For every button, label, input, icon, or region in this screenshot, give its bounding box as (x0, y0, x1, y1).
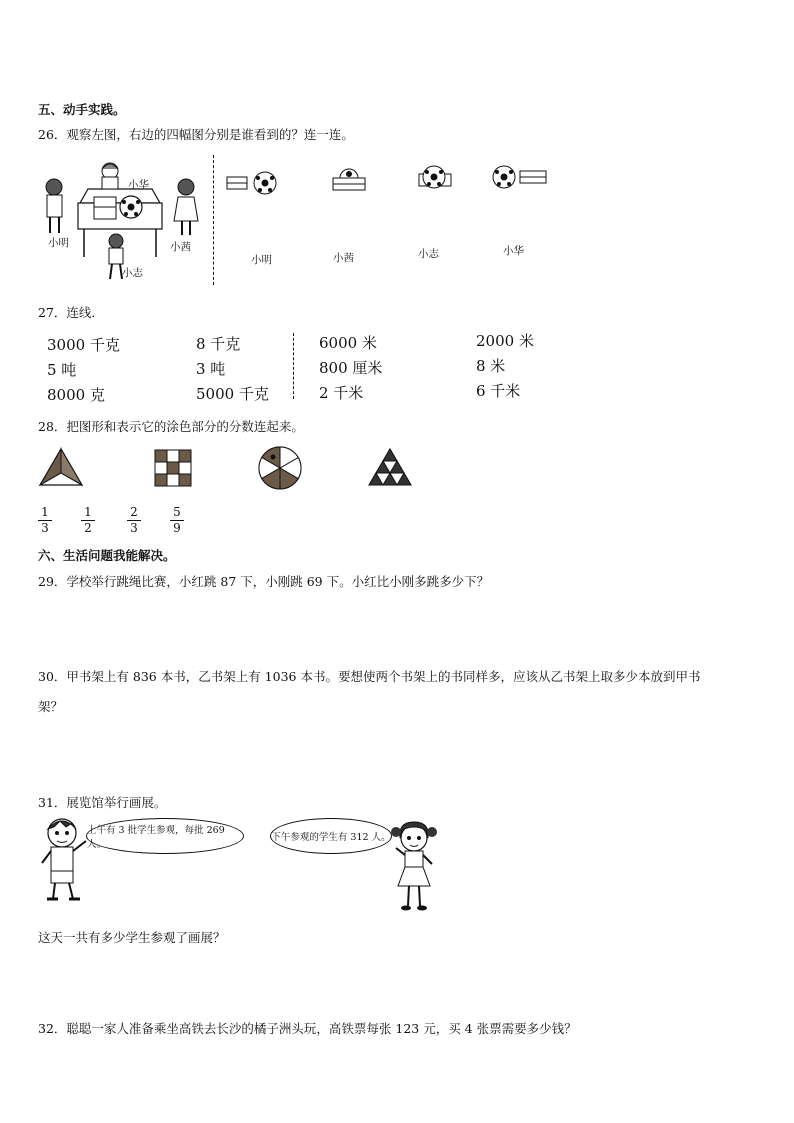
fraction-denominator: 2 (84, 521, 92, 535)
fraction-1-2 (81, 506, 95, 535)
scene-label-xiaoxi: 小茜 (170, 241, 191, 253)
unit-left1-3: 8000 克 (47, 386, 105, 404)
box-and-ball-view-icon (226, 170, 282, 196)
fraction-denominator: 3 (41, 521, 49, 535)
question-28: 28．把图形和表示它的涂色部分的分数连起来。 (38, 419, 304, 434)
question-31-ask: 这天一共有多少学生参观了画展？ (38, 930, 226, 945)
unit-left2-3: 5000 千克 (196, 385, 269, 403)
view-label-3: 小志 (418, 248, 439, 260)
ball-on-box-view-icon (418, 164, 452, 190)
view-2-figure (332, 168, 366, 196)
question-26: 26．观察左图，右边的四幅图分别是谁看到的？连一连。 (38, 127, 354, 142)
unit-left1-1: 3000 千克 (47, 336, 120, 354)
view-label-4: 小华 (503, 245, 524, 257)
subdivided-triangle-shape (367, 447, 413, 487)
fraction-1-3 (38, 506, 52, 535)
speech-bubble-right (270, 818, 392, 854)
question-31: 31．展览馆举行画展。 (38, 795, 167, 810)
fraction-numerator: 1 (84, 505, 92, 519)
question-27: 27．连线． (38, 305, 104, 320)
fraction-denominator: 3 (130, 521, 138, 535)
view-1-figure (226, 170, 282, 200)
grid-shape (154, 449, 192, 487)
view-label-1: 小明 (251, 254, 272, 266)
question-32: 32．聪聪一家人准备乘坐高铁去长沙的橘子洲头玩，高铁票每张 123 元，买 4 张票需要多少钱？ (38, 1021, 577, 1036)
unit-left1-2: 5 吨 (47, 361, 77, 379)
unit-right2-2: 8 米 (476, 357, 506, 375)
scene-label-xiaohua: 小华 (128, 179, 149, 191)
scene-label-xiaozhi: 小志 (122, 267, 143, 279)
fraction-numerator: 5 (173, 505, 181, 519)
unit-left2-2: 3 吨 (196, 360, 226, 378)
speech-bubble-left (86, 818, 244, 854)
shape-triangle-ninths (367, 447, 413, 491)
unit-right1-2: 800 厘米 (319, 359, 383, 377)
bubble-left-text: 上午有 3 批学生参观，每批 269 人。 (87, 825, 225, 850)
view-3-figure (418, 164, 452, 194)
scene-label-xiaoming: 小明 (48, 237, 69, 249)
unit-right1-3: 2 千米 (319, 384, 364, 402)
question-30-line1: 30．甲书架上有 836 本书，乙书架上有 1036 本书。要想使两个书架上的书同样多，应该从乙书架上取多少本放到甲书 (38, 669, 701, 684)
unit-right2-3: 6 千米 (476, 382, 521, 400)
bubble-right-text: 下午参观的学生有 312 人。 (271, 832, 391, 843)
girl-figure (390, 818, 440, 918)
boy-illustration-icon (38, 813, 94, 905)
view-4-figure (492, 164, 550, 194)
unit-right2-1: 2000 米 (476, 332, 534, 350)
shape-grid-3x3 (154, 449, 192, 491)
question-30-line2: 架？ (38, 699, 64, 714)
fraction-2-3 (127, 506, 141, 535)
boy-figure (38, 813, 94, 909)
fraction-numerator: 2 (130, 505, 138, 519)
girl-illustration-icon (390, 818, 440, 914)
fraction-numerator: 1 (41, 505, 49, 519)
q26-divider (213, 155, 214, 285)
view-label-2: 小茜 (333, 252, 354, 264)
fraction-5-9 (170, 506, 184, 535)
shape-circle-sixths (257, 445, 303, 495)
section-heading-6: 六、生活问题我能解决。 (38, 548, 176, 563)
shape-triangle-thirds (38, 447, 84, 491)
fraction-denominator: 9 (173, 521, 181, 535)
q27-divider (293, 333, 294, 399)
ball-behind-box-view-icon (332, 168, 366, 192)
triangle-shape (38, 447, 84, 487)
circle-shape (257, 445, 303, 491)
question-29: 29．学校举行跳绳比赛，小红跳 87 下，小刚跳 69 下。小红比小刚多跳多少下？ (38, 574, 490, 589)
unit-left2-1: 8 千克 (196, 335, 241, 353)
ball-and-box-view-icon (492, 164, 550, 190)
q26-scene-figure (40, 155, 220, 285)
unit-right1-1: 6000 米 (319, 334, 377, 352)
section-heading-5: 五、动手实践。 (38, 102, 126, 117)
